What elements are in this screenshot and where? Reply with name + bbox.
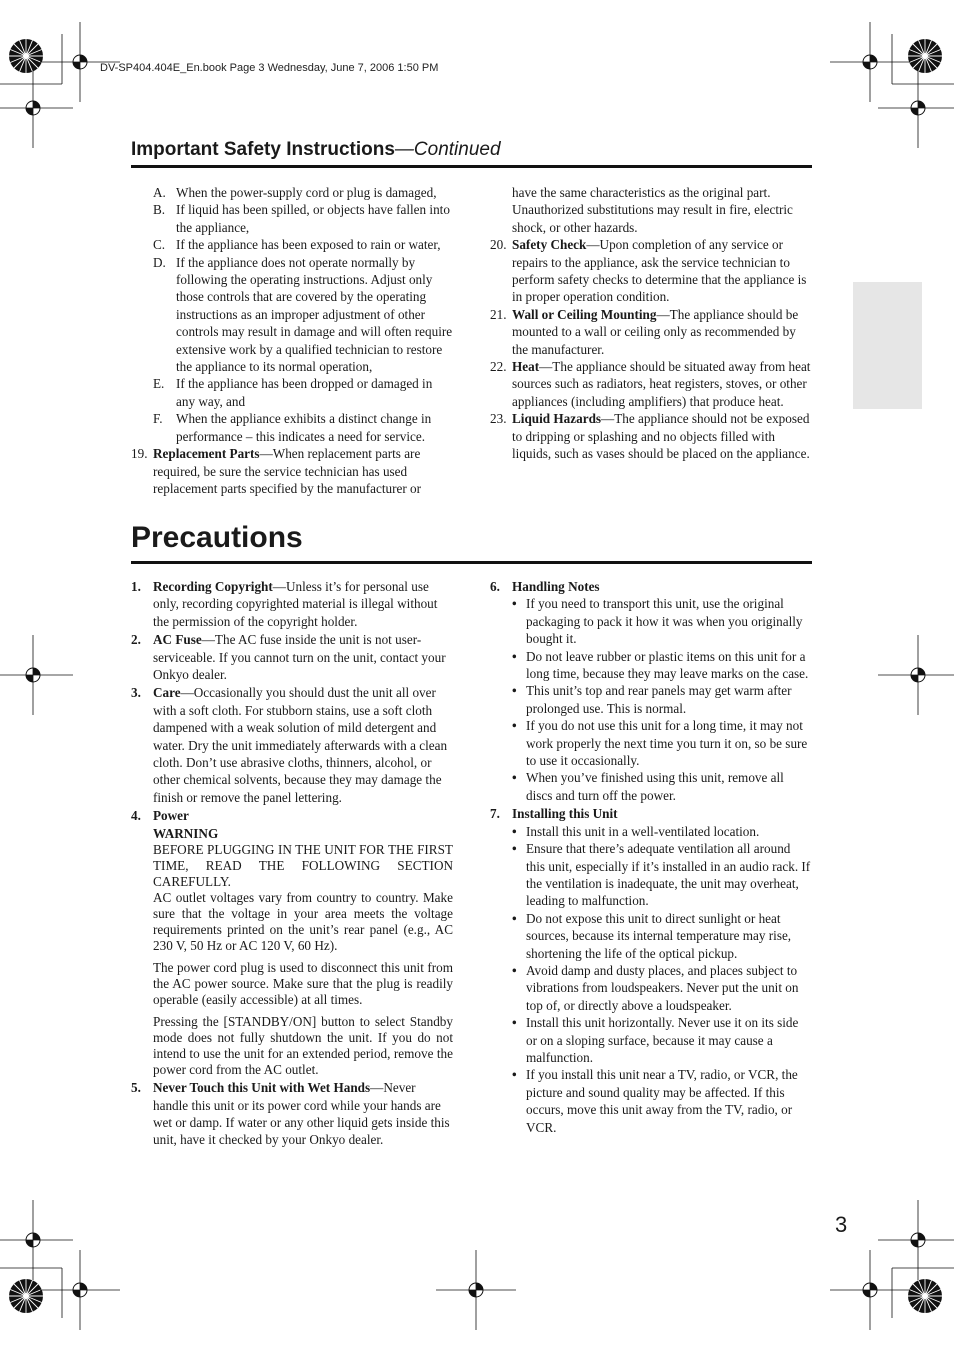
list-item: 22. Heat—The appliance should be situated away from heat sources such as radiators, heat registers, stoves, or other appliances (including amplifiers) that produce heat. bbox=[490, 359, 811, 409]
bullet-item: • If you do not use this unit for a long time, it may not work properly the next time you turn it on, so be sure to use it occasionally. bbox=[512, 718, 808, 769]
bullet-item: • Do not leave rubber or plastic items on this unit for a long time, because they may leave marks on the case. bbox=[512, 648, 809, 682]
list-item: 19. Replacement Parts—When replacement parts are required, be sure the service technician has used replacement parts specified by the manufacturer or bbox=[131, 446, 422, 496]
list-item: 20. Safety Check—Upon completion of any service or repairs to the appliance, ask the service technician to perform safety checks to determine that the appliance is in proper operation condition. bbox=[490, 237, 807, 305]
list-item: 2. AC Fuse—The AC fuse inside the unit is not user-serviceable. If you cannot turn on the unit, contact your Onkyo dealer. bbox=[131, 632, 446, 683]
list-item: 1. Recording Copyright—Unless it’s for personal use only, recording copyrighted material is illegal without the permission of the copyright holder. bbox=[131, 579, 438, 629]
list-item: F. When the appliance exhibits a distinct change in performance – this indicates a need for service. bbox=[153, 411, 432, 444]
precautions-right-column bbox=[490, 578, 812, 1137]
list-item: A. When the power-supply cord or plug is damaged, bbox=[153, 185, 437, 200]
title-rule bbox=[131, 561, 812, 564]
page-title: Precautions bbox=[131, 521, 303, 554]
side-tab bbox=[853, 282, 922, 409]
list-item: 23. Liquid Hazards—The appliance should not be exposed to dripping or splashing and no objects filled with liquids, such as vases should be placed on the appliance. bbox=[490, 411, 810, 462]
bullet-item: • If you need to transport this unit, use the original packaging to pack it how it was when you originally bought it. bbox=[512, 596, 803, 647]
section-heading bbox=[131, 139, 501, 161]
list-item: 21. Wall or Ceiling Mounting—The appliance should be mounted to a wall or ceiling only as recommended by the manufacturer. bbox=[490, 306, 799, 357]
safety-right-column bbox=[490, 184, 812, 463]
list-item: 3. Care—Occasionally you should dust the unit all over with a soft cloth. For stubborn stains, use a soft cloth dampened with a weak solution of mild detergent and water. Dry the unit immediately afterwards with a clean cloth. Don’t use abrasive cloths, thinners, alcohol, or other chemical solvents, because they may damage the finish or remove the panel lettering. bbox=[131, 685, 448, 805]
list-item: 7. Installing this Unit • Install this unit in a well-ventilated location. • Ensure that there’s adequate ventilation all around this unit, especially if it’s installed in an audio rack. If the ventilation is inadequate, the unit may overheat, leading to malfunction. • Do not expose this unit to direct sunlight or heat sources, because its internal temperature may rise, shortening the life of the optical pickup. • Avoid damp and dusty places, and places subject to vibrations from loudspeakers. Never put the unit on top of, or directly above a loudspeaker. • Install this unit horizontally. Never use it on its side or on a sloping surface, because it may cause a malfunction. • If you install this unit near a TV, radio, or VCR, the picture and sound quality may be affected. If this occurs, move this unit away from the TV, radio, or VCR. bbox=[490, 806, 811, 1135]
list-item: C. If the appliance has been exposed to rain or water, bbox=[153, 237, 441, 253]
bullet-item: • Ensure that there’s adequate ventilation all around this unit, especially if it’s installed in an audio rack. If the ventilation is inadequate, the unit may overheat, leading to malfunction. bbox=[512, 841, 811, 909]
list-item: 5. Never Touch this Unit with Wet Hands—Never handle this unit or its power cord while your hands are wet or damp. If water or any other liquid gets inside this unit, have it checked by your Onkyo dealer. bbox=[131, 1080, 450, 1148]
bullet-item: • If you install this unit near a TV, radio, or VCR, the picture and sound quality may be affected. If this occurs, move this unit away from the TV, radio, or VCR. bbox=[512, 1067, 798, 1135]
bullet-item: • Avoid damp and dusty places, and places subject to vibrations from loudspeakers. Never put the unit on top of, or directly above a loudspeaker. bbox=[512, 962, 799, 1013]
bullet-item: • Install this unit horizontally. Never use it on its side or on a sloping surface, because it may cause a malfunction. bbox=[512, 1015, 799, 1065]
continued-text: have the same characteristics as the original part. Unauthorized substitutions may result in fire, electric shock, or other hazards. bbox=[512, 185, 793, 235]
bullet-item: • Do not expose this unit to direct sunlight or heat sources, because its internal temperature may rise, shortening the life of the optical pickup. bbox=[512, 910, 792, 961]
bullet-item: • When you’ve finished using this unit, remove all discs and turn off the power. bbox=[512, 770, 784, 803]
warning-label: WARNING bbox=[153, 825, 219, 841]
list-item: 4. Power WARNING BEFORE PLUGGING IN THE UNIT FOR THE FIRST TIME, READ THE FOLLOWING SECTION CAREFULLY. AC outlet voltages vary from country to country. Make sure that the voltage in your area meets the voltage requirements printed on the unit’s rear panel (e.g., AC 230 V, 50 Hz or AC 120 V, 60 Hz). The power cord plug is used to disconnect this unit from the AC power source. Make sure that the plug is readily operable (easily accessible) at all times. Pressing the [STANDBY/ON] button to select Standby mode does not fully shutdown the unit. If you do not intend to use the unit for an extended period, remove the power cord from the AC outlet. bbox=[131, 808, 453, 1078]
file-meta-header: DV-SP404.404E_En.book Page 3 Wednesday, June 7, 2006 1:50 PM bbox=[100, 62, 439, 74]
list-item: D. If the appliance does not operate normally by following the operating instructions. Adjust only those controls that are covered by the operating instructions as an improper adjustment of other controls may result in damage and will often require extensive work by a qualified technician to restore the appliance to its normal operation, bbox=[153, 254, 453, 375]
precautions-left-column bbox=[131, 578, 453, 1150]
registration-star-icon bbox=[9, 39, 43, 73]
list-item: 6. Handling Notes • If you need to transport this unit, use the original packaging to pack it how it was when you originally bought it. • Do not leave rubber or plastic items on this unit for a long time, because they may leave marks on the case. • This unit’s top and rear panels may get warm after prolonged use. This is normal. • If you do not use this unit for a long time, it may not work properly the next time you turn it on, so be sure to use it occasionally. • When you’ve finished using this unit, remove all discs and turn off the power. bbox=[490, 578, 812, 804]
page-number: 3 bbox=[835, 1212, 848, 1237]
section-title: Important Safety Instructions bbox=[131, 139, 395, 160]
bullet-item: • This unit’s top and rear panels may get warm after prolonged use. This is normal. bbox=[512, 683, 792, 716]
list-item: B. If liquid has been spilled, or objects have fallen into the appliance, bbox=[153, 202, 450, 235]
section-continued: —Continued bbox=[394, 139, 501, 160]
section-rule bbox=[131, 165, 812, 168]
safety-left-column bbox=[131, 184, 453, 497]
bullet-item: • Install this unit in a well-ventilated location. bbox=[512, 823, 760, 839]
list-item: E. If the appliance has been dropped or damaged in any way, and bbox=[153, 376, 433, 409]
